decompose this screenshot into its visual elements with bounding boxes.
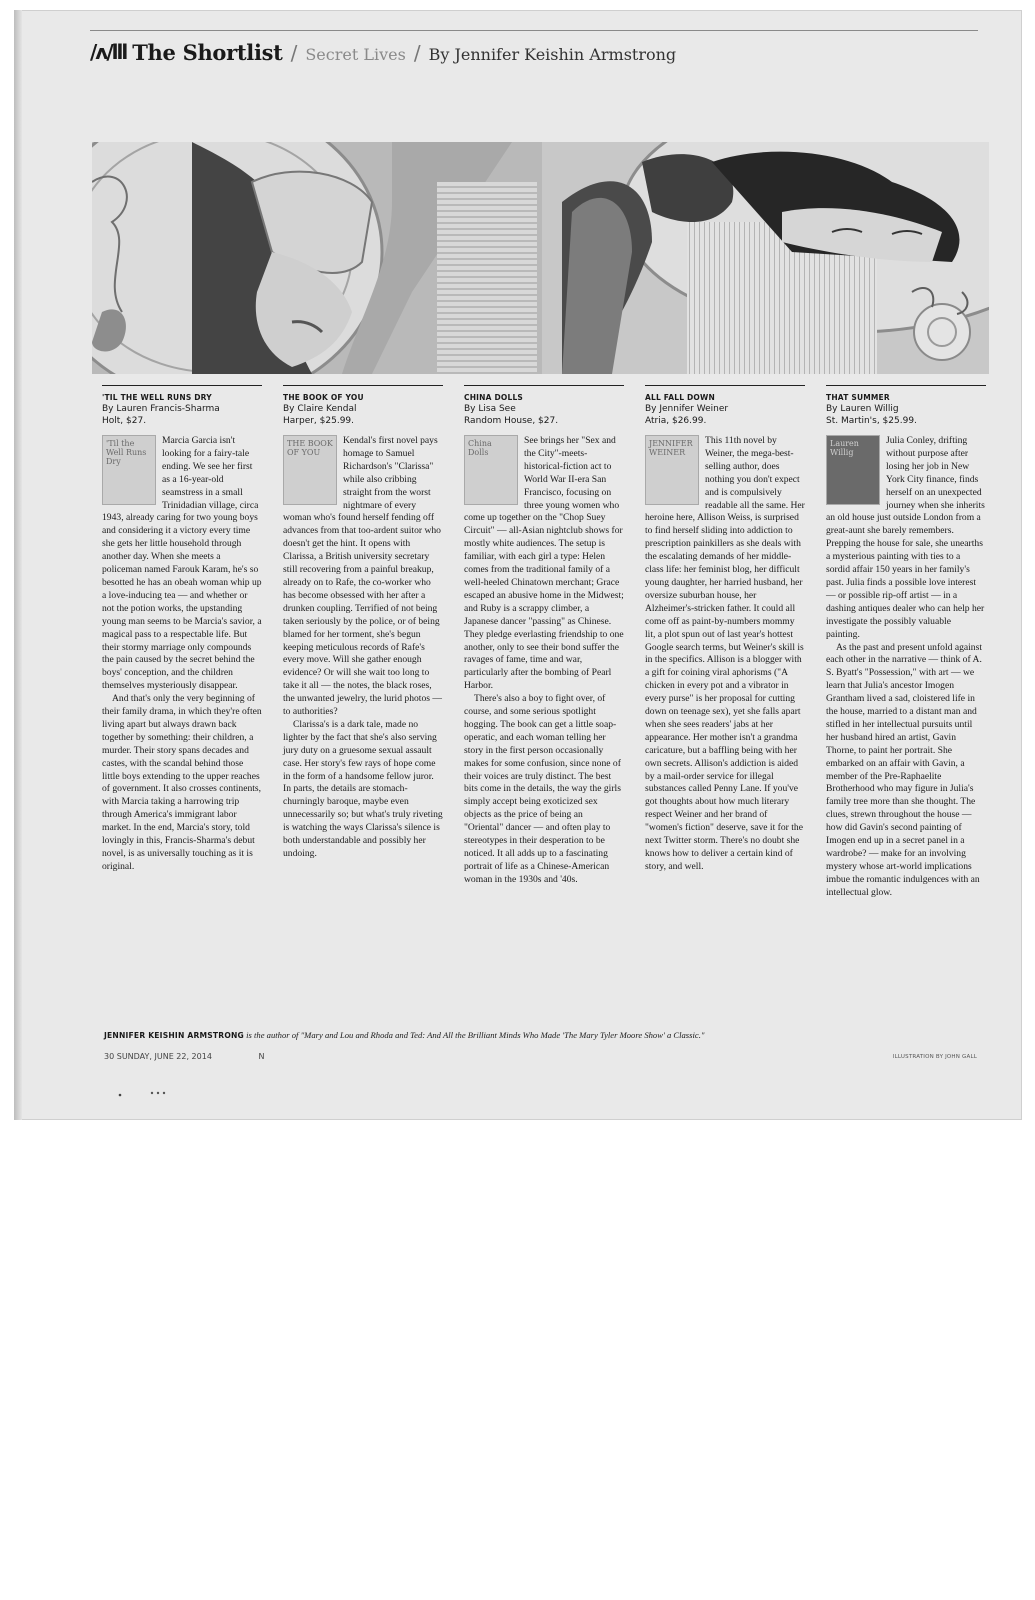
section-subtitle: Secret Lives [305,45,406,64]
review-paragraph: As the past and present unfold against each other in the narrative — think of A. S. Byatt's "Possession," with art — we learn that Julia's ancestor Imogen Grantham lived a sad, cloistered life in the house, married to a distant man and stifled in her intellectual pursuits until her husband hired an artist, Gavin Thorne, to paint her portrait. She embarked on an affair with Gavin, a member of the Pre-Raphaelite Brotherhood who may figure in Julia's family tree more than she thought. The clues, strewn throughout the house — how did Gavin's second painting of Imogen end up in a secret panel in a wardrobe? — make for an involving mystery whose art-world implications imbue the romantic indulgences with an intellectual glow. [826,641,983,898]
review-paragraph: Kendal's first novel pays homage to Samuel Richardson's "Clarissa" while also cribbing straight from the worst nightmare of every woman who's found herself fending off advances from that too-ardent suitor who doesn't get the hint. It opens with Clarissa, a British university secretary still recovering from a painful breakup, already on to Rafe, the co-worker who has become obsessed with her after a drunken coupling. Terrified of not being taken seriously by the police, or of being blamed for her torment, she's begun keeping meticulous records of Rafe's every move. Will she gather enough evidence? Or will she wait too long to take it all — the notes, the black roses, the unwanted jewelry, the lurid photos — to authorities? [283,435,442,718]
book-cover [464,435,518,505]
review-the-book-of-you [283,385,443,861]
page-number: 30 [104,1052,115,1061]
book-cover [645,435,699,505]
book-author: By Jennifer Weiner [645,404,729,414]
book-title: THE BOOK OF YOU [283,393,364,402]
column-rule [464,385,624,386]
illustration-credit: ILLUSTRATION BY JOHN GALL [892,1054,977,1060]
author-note-name: JENNIFER KEISHIN ARMSTRONG [104,1031,244,1040]
review-paragraph: There's also a boy to fight over, of course, and some serious spotlight hogging. The book can get a little soap-operatic, and each woman telling her story in the first person occasionally makes for some confusion, since none of their voices are truly distinct. The best bits come in the details, the way the girls simply accept being exoticized sex objects as the price of being an "Oriental" dancer — and often play to stereotypes in their desperation to be noticed. It all adds up to a fascinating portrait of life as a Chinese-American woman in the 1930s and '40s. [464,693,621,885]
edition-mark: N [258,1052,265,1061]
cover-title: JENNIFER WEINER [649,439,693,457]
scan-edge-shadow [14,10,22,1120]
top-rule [90,30,978,31]
book-publisher: Random House, $27. [464,416,559,426]
cover-title: 'Til the Well Runs Dry [106,439,147,466]
book-author: By Claire Kendal [283,404,357,414]
collage-artwork [92,142,989,374]
book-title: 'TIL THE WELL RUNS DRY [102,393,212,402]
review-all-fall-down [645,385,805,874]
book-author: By Lauren Francis-Sharma [102,404,220,414]
book-author: By Lisa See [464,404,516,414]
author-note-text: is the author of "Mary and Lou and Rhoda and Ted: And All the Brilliant Minds Who Made 'The Mary Tyler Moore Show' a Classic." [246,1030,705,1040]
book-cover [283,435,337,505]
book-cover [102,435,156,505]
section-header [90,40,990,80]
column-rule [102,385,262,386]
section-byline: By Jennifer Keishin Armstrong [428,45,677,64]
page-folio [104,1052,264,1061]
review-paragraph: Clarissa's is a dark tale, made no lighter by the fact that she's also serving jury duty on a gruesome sexual assault case. Her story's few rays of hope come in the form of a handsome fellow juror. In parts, the details are stomach-churningly baroque, maybe even unnecessarily so; but what's truly riveting is watching the ways Clarissa's silence is both understandable and possibly her undoing. [283,718,443,859]
column-rule [826,385,986,386]
section-title: The Shortlist [132,40,283,65]
cover-title: THE BOOK OF YOU [287,439,333,457]
review-paragraph: This 11th novel by Weiner, the mega-best-selling author, does nothing you don't expect and is compulsively readable all the same. Her heroine here, Allison Weiss, is surprised to find herself sliding into addiction to prescription painkillers as she deals with the escalating demands of her middle-class life: her feminist blog, her difficult young daughter, her harried husband, her oversize suburban house, her Alzheimer's-stricken father. It could all come off as paint-by-numbers mommy lit, a plot spun out of last year's hottest Google search terms, but Weiner's skill is in the specifics. Allison is a blogger with a gift for coining viral aphorisms ("A chicken in every pot and a vibrator in every purse" is her proposal for cutting down on teenage sex), yet she falls apart when she sees readers' jabs at her appearance. Her mother isn't a grandma caricature, but a baffling being with her own secrets. Allison's addiction is aided by a mail-order service for illegal substances called Penny Lane. If you've got thoughts about how much literary respect Weiner and her brand of "women's fiction" deserve, save it for the next Twitter storm. There's no doubt she knows how to deliver a certain kind of story, and well. [645,435,805,872]
book-publisher: Atria, $26.99. [645,416,707,426]
review-paragraph: See brings her "Sex and the City"-meets-historical-fiction act to World War II-era San Francisco, focusing on three young women who come up together on the "Chop Suey Circuit" — all-Asian nightclub shows for mostly white audiences. The setup is familiar, with each girl a type: Helen comes from the traditional family of a well-heeled Chinatown merchant; Grace escaped an abusive home in the Midwest; and Ruby is a scrappy climber, a Japanese dancer "passing" as Chinese. They pledge everlasting friendship to one another, only to see their bond suffer the ravages of fame, time and war, particularly after the bombing of Pearl Harbor. [464,435,624,692]
scan-specks [110,1090,190,1100]
review-body [826,435,986,900]
review-body [102,435,262,874]
header-separator: / [290,41,298,65]
review-body [283,435,443,861]
review-that-summer [826,385,986,900]
book-publisher: Holt, $27. [102,416,147,426]
review-paragraph: And that's only the very beginning of their family drama, in which they're often living apart but always drawn back together by something: their children, a murder. Their story spans decades and castes, with the scandal behind those little boys extending to the upper reaches of government. It also crosses continents, with Marcia taking a harrowing trip through America's immigrant labor market. In the end, Marcia's story, told lovingly in this, Francis-Sharma's debut novel, is as universally touching as it is original. [102,693,262,872]
cover-title: China Dolls [468,439,492,457]
column-rule [645,385,805,386]
book-title: ALL FALL DOWN [645,393,715,402]
review-body [464,435,624,887]
book-publisher: St. Martin's, $25.99. [826,416,917,426]
book-cover [826,435,880,505]
review-china-dolls [464,385,624,887]
author-note [104,1030,984,1040]
book-title: THAT SUMMER [826,393,890,402]
book-publisher: Harper, $25.99. [283,416,355,426]
book-title: CHINA DOLLS [464,393,524,402]
issue-date: SUNDAY, JUNE 22, 2014 [116,1052,212,1061]
review-paragraph: Marcia Garcia isn't looking for a fairy-tale ending. We see her first as a 16-year-old seamstress in a small Trinidadian village, circa 1943, already caring for two young boys and considering it a victory every time she gets her little household through another day. When she meets a policeman named Farouk Karam, he's so besotted he has an obeah woman whip up a love-inducing tea — and whether or not the potion works, the upstanding young man seems to be Marcia's savior, a magical pass to a respectable life. But their stormy marriage only compounds the pain caused by the secret behind the boys' conception, and the children themselves mysteriously disappear. [102,435,262,692]
review-body [645,435,805,874]
section-logo: /ʌ/lll [90,40,127,64]
review-paragraph: Julia Conley, drifting without purpose after losing her job in New York City finance, finds herself on an unexpected journey when she inherits an old house just outside London from a great-aunt she barely remembers. Prepping the house for sale, she unearths a mysterious painting with ties to a sordid affair 150 years in her family's past. Julia finds a possible love interest — or possible rip-off artist — in a dashing antiques dealer who can help her investigate the possibly valuable painting. [826,435,985,640]
header-separator: / [413,41,421,65]
review-til-the-well-runs-dry [102,385,262,874]
column-rule [283,385,443,386]
review-columns [92,385,989,1025]
collage-illustration [92,142,989,374]
book-author: By Lauren Willig [826,404,899,414]
cover-title: Lauren Willig [830,439,859,457]
